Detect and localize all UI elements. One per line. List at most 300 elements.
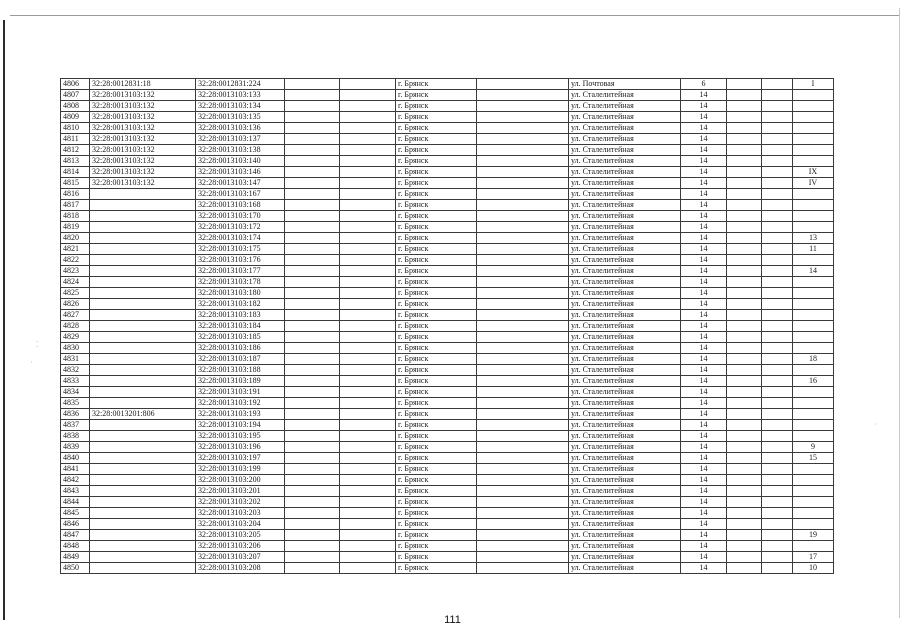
table-row [61,541,834,552]
house-number-cell: 14 [681,332,727,343]
object-cadastral-number-cell: 32:28:0013103:197 [196,453,285,464]
unit-number-cell: 19 [793,530,834,541]
unit-number-cell: 14 [793,266,834,277]
land-cadastral-number-cell [90,211,196,222]
object-cadastral-number-cell: 32:28:0013103:207 [196,552,285,563]
unit-number-cell [793,321,834,332]
empty-cell [477,90,569,101]
city-cell: г. Брянск [396,530,477,541]
house-number-cell: 14 [681,420,727,431]
table-row [61,420,834,431]
city-cell: г. Брянск [396,211,477,222]
empty-cell [340,486,396,497]
unit-number-cell [793,112,834,123]
table-row [61,409,834,420]
house-number-cell: 14 [681,277,727,288]
empty-cell [285,508,340,519]
city-cell: г. Брянск [396,354,477,365]
row-number-cell: 4844 [61,497,90,508]
unit-number-cell: 10 [793,563,834,574]
table-row [61,299,834,310]
unit-number-cell [793,431,834,442]
empty-cell [762,519,793,530]
empty-cell [340,497,396,508]
empty-cell [762,420,793,431]
city-cell: г. Брянск [396,134,477,145]
table-row [61,354,834,365]
object-cadastral-number-cell: 32:28:0013103:193 [196,409,285,420]
object-cadastral-number-cell: 32:28:0013103:185 [196,332,285,343]
row-number-cell: 4829 [61,332,90,343]
row-number-cell: 4824 [61,277,90,288]
land-cadastral-number-cell [90,486,196,497]
street-cell: ул. Сталелитейная [569,277,681,288]
land-cadastral-number-cell [90,530,196,541]
object-cadastral-number-cell: 32:28:0013103:133 [196,90,285,101]
table-row [61,244,834,255]
city-cell: г. Брянск [396,145,477,156]
empty-cell [727,134,762,145]
empty-cell [762,233,793,244]
unit-number-cell [793,90,834,101]
unit-number-cell [793,464,834,475]
land-cadastral-number-cell [90,497,196,508]
house-number-cell: 14 [681,123,727,134]
street-cell: ул. Сталелитейная [569,244,681,255]
empty-cell [285,387,340,398]
empty-cell [285,486,340,497]
street-cell: ул. Сталелитейная [569,420,681,431]
street-cell: ул. Сталелитейная [569,332,681,343]
city-cell: г. Брянск [396,277,477,288]
table-row [61,145,834,156]
city-cell: г. Брянск [396,244,477,255]
street-cell: ул. Сталелитейная [569,299,681,310]
empty-cell [340,442,396,453]
land-cadastral-number-cell [90,442,196,453]
city-cell: г. Брянск [396,266,477,277]
row-number-cell: 4831 [61,354,90,365]
empty-cell [727,266,762,277]
city-cell: г. Брянск [396,519,477,530]
object-cadastral-number-cell: 32:28:0013103:135 [196,112,285,123]
table-row [61,123,834,134]
unit-number-cell [793,255,834,266]
city-cell: г. Брянск [396,233,477,244]
empty-cell [340,519,396,530]
empty-cell [477,332,569,343]
empty-cell [762,409,793,420]
unit-number-cell [793,343,834,354]
table-row [61,431,834,442]
empty-cell [762,387,793,398]
city-cell: г. Брянск [396,563,477,574]
row-number-cell: 4839 [61,442,90,453]
unit-number-cell: 17 [793,552,834,563]
street-cell: ул. Сталелитейная [569,288,681,299]
empty-cell [727,541,762,552]
table-row [61,552,834,563]
street-cell: ул. Сталелитейная [569,563,681,574]
empty-cell [285,453,340,464]
unit-number-cell [793,145,834,156]
empty-cell [285,277,340,288]
land-cadastral-number-cell [90,398,196,409]
table-row [61,211,834,222]
unit-number-cell [793,101,834,112]
row-number-cell: 4847 [61,530,90,541]
land-cadastral-number-cell [90,288,196,299]
house-number-cell: 14 [681,475,727,486]
empty-cell [477,134,569,145]
empty-cell [727,497,762,508]
land-cadastral-number-cell: 32:28:0013103:132 [90,134,196,145]
land-cadastral-number-cell: 32:28:0013103:132 [90,90,196,101]
city-cell: г. Брянск [396,398,477,409]
empty-cell [727,211,762,222]
table-row [61,475,834,486]
row-number-cell: 4825 [61,288,90,299]
row-number-cell: 4842 [61,475,90,486]
empty-cell [762,453,793,464]
row-number-cell: 4827 [61,310,90,321]
empty-cell [727,222,762,233]
unit-number-cell: 9 [793,442,834,453]
empty-cell [477,321,569,332]
city-cell: г. Брянск [396,79,477,90]
table-row [61,486,834,497]
empty-cell [477,376,569,387]
empty-cell [762,508,793,519]
house-number-cell: 14 [681,486,727,497]
city-cell: г. Брянск [396,156,477,167]
row-number-cell: 4846 [61,519,90,530]
empty-cell [762,123,793,134]
empty-cell [340,431,396,442]
empty-cell [340,233,396,244]
city-cell: г. Брянск [396,255,477,266]
empty-cell [477,519,569,530]
empty-cell [285,112,340,123]
street-cell: ул. Сталелитейная [569,552,681,563]
row-number-cell: 4812 [61,145,90,156]
land-cadastral-number-cell [90,244,196,255]
street-cell: ул. Сталелитейная [569,365,681,376]
empty-cell [285,123,340,134]
empty-cell [762,299,793,310]
street-cell: ул. Сталелитейная [569,453,681,464]
row-number-cell: 4816 [61,189,90,200]
empty-cell [285,365,340,376]
empty-cell [477,354,569,365]
house-number-cell: 14 [681,310,727,321]
land-cadastral-number-cell [90,189,196,200]
empty-cell [340,189,396,200]
table-row [61,530,834,541]
empty-cell [477,277,569,288]
empty-cell [762,332,793,343]
empty-cell [285,310,340,321]
empty-cell [762,464,793,475]
street-cell: ул. Сталелитейная [569,519,681,530]
empty-cell [285,541,340,552]
land-cadastral-number-cell [90,310,196,321]
table-row [61,189,834,200]
table-row [61,277,834,288]
land-cadastral-number-cell: 32:28:0013103:132 [90,145,196,156]
empty-cell [762,200,793,211]
table-row [61,343,834,354]
empty-cell [477,211,569,222]
land-cadastral-number-cell [90,563,196,574]
empty-cell [477,365,569,376]
land-cadastral-number-cell: 32:28:0013103:132 [90,112,196,123]
object-cadastral-number-cell: 32:28:0012831:224 [196,79,285,90]
street-cell: ул. Сталелитейная [569,266,681,277]
empty-cell [727,156,762,167]
object-cadastral-number-cell: 32:28:0013103:195 [196,431,285,442]
table-row [61,167,834,178]
street-cell: ул. Сталелитейная [569,486,681,497]
street-cell: ул. Сталелитейная [569,541,681,552]
city-cell: г. Брянск [396,222,477,233]
city-cell: г. Брянск [396,453,477,464]
row-number-cell: 4828 [61,321,90,332]
table-row [61,112,834,123]
city-cell: г. Брянск [396,90,477,101]
land-cadastral-number-cell [90,332,196,343]
empty-cell [340,79,396,90]
table-row [61,222,834,233]
object-cadastral-number-cell: 32:28:0013103:194 [196,420,285,431]
row-number-cell: 4848 [61,541,90,552]
table-row [61,453,834,464]
object-cadastral-number-cell: 32:28:0013103:176 [196,255,285,266]
street-cell: ул. Сталелитейная [569,475,681,486]
empty-cell [285,255,340,266]
land-cadastral-number-cell [90,321,196,332]
unit-number-cell [793,123,834,134]
empty-cell [285,354,340,365]
empty-cell [285,211,340,222]
unit-number-cell [793,541,834,552]
object-cadastral-number-cell: 32:28:0013103:170 [196,211,285,222]
empty-cell [762,563,793,574]
empty-cell [477,530,569,541]
empty-cell [762,321,793,332]
land-cadastral-number-cell [90,266,196,277]
house-number-cell: 14 [681,398,727,409]
empty-cell [762,189,793,200]
unit-number-cell [793,156,834,167]
land-cadastral-number-cell: 32:28:0013103:132 [90,167,196,178]
city-cell: г. Брянск [396,486,477,497]
house-number-cell: 14 [681,508,727,519]
unit-number-cell [793,299,834,310]
house-number-cell: 14 [681,266,727,277]
empty-cell [727,398,762,409]
object-cadastral-number-cell: 32:28:0013103:167 [196,189,285,200]
empty-cell [340,387,396,398]
city-cell: г. Брянск [396,497,477,508]
empty-cell [340,464,396,475]
street-cell: ул. Сталелитейная [569,90,681,101]
scan-speck: · [874,420,877,429]
row-number-cell: 4823 [61,266,90,277]
table-row [61,101,834,112]
empty-cell [727,354,762,365]
street-cell: ул. Сталелитейная [569,398,681,409]
empty-cell [285,343,340,354]
empty-cell [762,288,793,299]
street-cell: ул. Сталелитейная [569,211,681,222]
table-row [61,464,834,475]
empty-cell [477,255,569,266]
city-cell: г. Брянск [396,376,477,387]
empty-cell [762,497,793,508]
table-row [61,508,834,519]
empty-cell [285,376,340,387]
street-cell: ул. Сталелитейная [569,442,681,453]
object-cadastral-number-cell: 32:28:0013103:174 [196,233,285,244]
empty-cell [340,178,396,189]
house-number-cell: 14 [681,200,727,211]
empty-cell [477,222,569,233]
empty-cell [285,420,340,431]
object-cadastral-number-cell: 32:28:0013103:208 [196,563,285,574]
empty-cell [285,156,340,167]
empty-cell [477,541,569,552]
empty-cell [477,79,569,90]
empty-cell [762,552,793,563]
unit-number-cell: 15 [793,453,834,464]
table-row [61,387,834,398]
empty-cell [727,530,762,541]
empty-cell [340,101,396,112]
house-number-cell: 14 [681,222,727,233]
city-cell: г. Брянск [396,178,477,189]
table-row [61,266,834,277]
empty-cell [477,167,569,178]
house-number-cell: 14 [681,288,727,299]
empty-cell [762,156,793,167]
object-cadastral-number-cell: 32:28:0013103:172 [196,222,285,233]
land-cadastral-number-cell [90,453,196,464]
land-cadastral-number-cell [90,365,196,376]
unit-number-cell [793,475,834,486]
empty-cell [285,475,340,486]
house-number-cell: 14 [681,409,727,420]
empty-cell [285,398,340,409]
empty-cell [727,178,762,189]
empty-cell [477,497,569,508]
empty-cell [285,519,340,530]
empty-cell [762,211,793,222]
empty-cell [727,519,762,530]
house-number-cell: 14 [681,541,727,552]
land-cadastral-number-cell: 32:28:0013201:806 [90,409,196,420]
empty-cell [477,398,569,409]
empty-cell [727,189,762,200]
table-row [61,365,834,376]
empty-cell [285,178,340,189]
empty-cell [762,222,793,233]
table-row [61,233,834,244]
row-number-cell: 4819 [61,222,90,233]
empty-cell [477,475,569,486]
land-cadastral-number-cell [90,222,196,233]
land-cadastral-number-cell [90,200,196,211]
unit-number-cell [793,222,834,233]
empty-cell [340,376,396,387]
empty-cell [340,365,396,376]
empty-cell [727,167,762,178]
street-cell: ул. Сталелитейная [569,310,681,321]
empty-cell [477,431,569,442]
empty-cell [340,288,396,299]
empty-cell [285,530,340,541]
empty-cell [762,266,793,277]
street-cell: ул. Сталелитейная [569,200,681,211]
house-number-cell: 14 [681,519,727,530]
row-number-cell: 4845 [61,508,90,519]
object-cadastral-number-cell: 32:28:0013103:191 [196,387,285,398]
empty-cell [285,233,340,244]
house-number-cell: 14 [681,156,727,167]
city-cell: г. Брянск [396,541,477,552]
empty-cell [762,398,793,409]
object-cadastral-number-cell: 32:28:0013103:140 [196,156,285,167]
city-cell: г. Брянск [396,167,477,178]
row-number-cell: 4837 [61,420,90,431]
empty-cell [727,123,762,134]
empty-cell [340,508,396,519]
street-cell: ул. Сталелитейная [569,409,681,420]
table-row [61,563,834,574]
empty-cell [762,134,793,145]
empty-cell [762,343,793,354]
row-number-cell: 4821 [61,244,90,255]
unit-number-cell [793,332,834,343]
row-number-cell: 4826 [61,299,90,310]
land-cadastral-number-cell: 32:28:0013103:132 [90,101,196,112]
house-number-cell: 14 [681,365,727,376]
object-cadastral-number-cell: 32:28:0013103:203 [196,508,285,519]
empty-cell [727,233,762,244]
unit-number-cell: IV [793,178,834,189]
empty-cell [477,508,569,519]
unit-number-cell: 11 [793,244,834,255]
house-number-cell: 14 [681,387,727,398]
object-cadastral-number-cell: 32:28:0013103:188 [196,365,285,376]
house-number-cell: 14 [681,101,727,112]
house-number-cell: 14 [681,563,727,574]
object-cadastral-number-cell: 32:28:0013103:206 [196,541,285,552]
empty-cell [340,123,396,134]
house-number-cell: 14 [681,343,727,354]
empty-cell [762,255,793,266]
empty-cell [477,101,569,112]
empty-cell [477,112,569,123]
empty-cell [285,90,340,101]
unit-number-cell: IX [793,167,834,178]
empty-cell [477,266,569,277]
empty-cell [340,552,396,563]
empty-cell [285,222,340,233]
object-cadastral-number-cell: 32:28:0013103:196 [196,442,285,453]
empty-cell [762,101,793,112]
object-cadastral-number-cell: 32:28:0013103:177 [196,266,285,277]
